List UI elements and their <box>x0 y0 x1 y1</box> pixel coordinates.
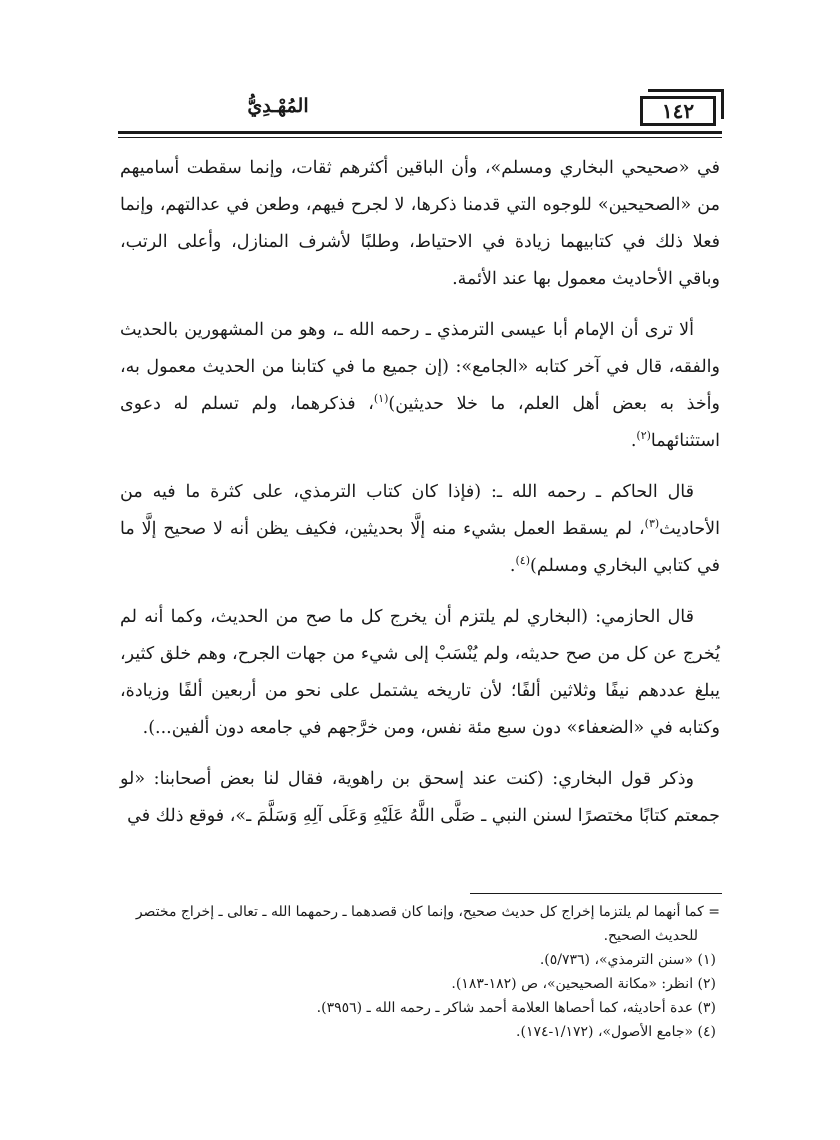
paragraph-3-tail: ، لم يسقط العمل بشيء منه إلَّا بحديثين، فكيف يظن أنه لا صحيح إلَّا ما في كتابي البخاري ومسلم) <box>120 519 720 576</box>
paragraph-2-text: ألا ترى أن الإمام أبا عيسى الترمذي ـ رحمه الله ـ، وهو من المشهورين بالحديث والفقه، قال في آخر كتابه «الجامع»: (إن جميع ما في كتابنا من الحديث معمول به، وأخذ به بعض أهل العلم، ما خلا حديثين) <box>120 320 720 414</box>
paragraph-2 <box>120 312 720 460</box>
paragraph-3-end: . <box>509 556 516 576</box>
footnote-continuation: = كما أنهما لم يلتزما إخراج كل حديث صحيح، وإنما كان قصدهما ـ رحمهما الله ـ تعالى ـ إخراج مختصر للحديث الصحيح. <box>135 904 720 944</box>
footnote-rule <box>470 893 722 894</box>
main-text <box>120 150 720 849</box>
running-title: المُهْـدِيُّ <box>247 95 309 117</box>
paragraph-1: في «صحيحي البخاري ومسلم»، وأن الباقين أكثرهم ثقات، وإنما سقطت أساميهم من «الصحيحين» للوجوه التي قدمنا ذكرها، لا لجرح فيهم، وطعن في عدالتهم، وإنما فعلا ذلك في كتابيهما زيادة في الاحتياط، وطلبًا لأشرف المنازل، وأعلى الرتب، وباقي الأحاديث معمول بها عند الأئمة. <box>120 158 720 289</box>
footnote-ref-2: (٢) <box>636 429 651 443</box>
header-rule-thin <box>118 137 722 138</box>
footnote-ref-3: (٣) <box>644 517 660 531</box>
header-rule-thick <box>118 131 722 134</box>
paragraph-3 <box>120 474 720 585</box>
paragraph-3-text: قال الحاكم ـ رحمه الله ـ: (فإذا كان كتاب الترمذي، على كثرة ما فيه من الأحاديث <box>120 482 720 539</box>
paragraph-2-end: . <box>630 431 637 451</box>
footnote-ref-4: (٤) <box>515 554 530 568</box>
footnote-1: (١) «سنن الترمذي»، (٥/٧٣٦). <box>539 952 716 968</box>
page-number: ١٤٢ <box>640 96 716 126</box>
paragraph-4: قال الحازمي: (البخاري لم يلتزم أن يخرج كل ما صح من الحديث، وكما أنه لم يُخرج عن كل من صح حديثه، ولم يُنْسَبْ إلى شيء من جهات الجرح، وهم خلق كثير، يبلغ عددهم نيفًا وثلاثين ألفًا؛ لأن تاريخه يشتمل على نحو من أربعين ألفًا وزيادة، وكتابه في «الضعفاء» دون سبع مئة نفس، ومن خرَّجهم في جامعه دون ألفين...). <box>120 607 720 738</box>
footnotes <box>120 900 720 1044</box>
footnote-ref-1: (١) <box>373 392 389 406</box>
paragraph-2-tail: ، فذكرهما، ولم تسلم له دعوى استثنائهما <box>120 394 720 451</box>
paragraph-5: وذكر قول البخاري: (كنت عند إسحق بن راهوية، فقال لنا بعض أصحابنا: «لو جمعتم كتابًا مختصرًا لسنن النبي ـ صَلَّى اللَّهُ عَلَيْهِ وَعَلَى آلِهِ وَسَلَّمَ ـ»، فوقع ذلك في <box>120 769 720 826</box>
footnote-3: (٣) عدة أحاديثه، كما أحصاها العلامة أحمد شاكر ـ رحمه الله ـ (٣٩٥٦). <box>316 1000 716 1016</box>
footnote-4: (٤) «جامع الأصول»، (١/١٧٢-١٧٤). <box>516 1024 716 1040</box>
footnote-2: (٢) انظر: «مكانة الصحيحين»، ص (١٨٢-١٨٣). <box>451 976 716 992</box>
